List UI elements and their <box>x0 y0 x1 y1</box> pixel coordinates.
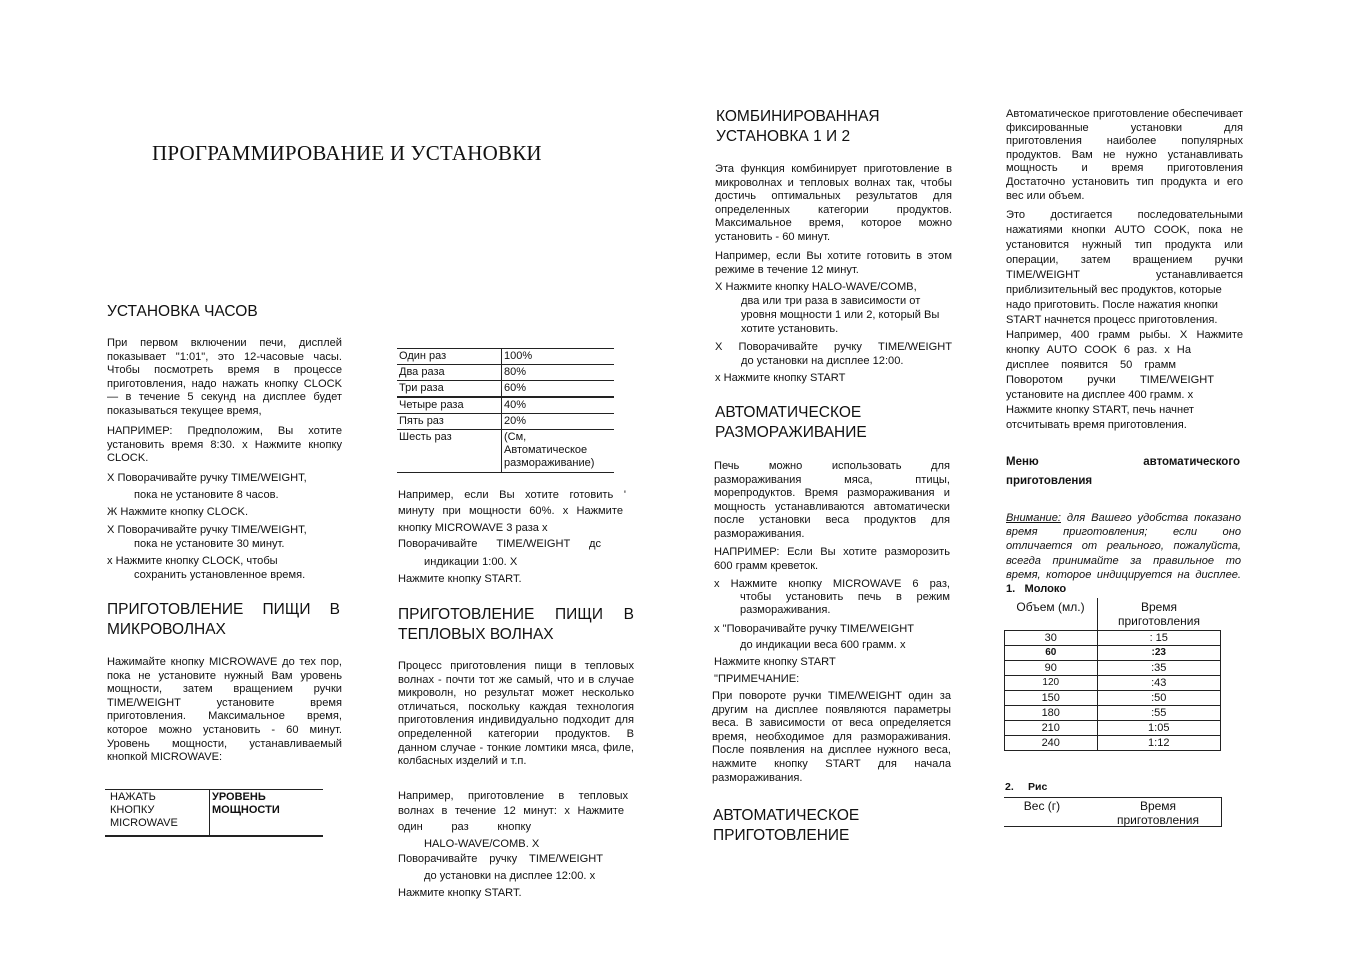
combo-heading-line2: УСТАНОВКА 1 И 2 <box>716 128 851 145</box>
power-level-table <box>397 348 614 473</box>
power-cell-level: 60% <box>502 381 615 398</box>
autocook-p2-line: дисплее появится 50 грамм <box>1006 359 1176 371</box>
autocook-p2-line: установится нужный тип продукта или <box>1006 239 1243 251</box>
autocook-p2-line: кнопку AUTO COOK 6 раз. х На <box>1006 344 1191 356</box>
defrost-step-1-cont-a: чтобы установить печь в режим <box>740 591 950 603</box>
defrost-step-1: х Нажмите кнопку MICROWAVE 6 раз, <box>714 578 950 590</box>
combo-step-3: х Нажмите кнопку START <box>715 372 846 384</box>
milk-header-time: Время приготовления <box>1097 598 1221 631</box>
clock-paragraph: При первом включении печи, дисплей показывает "1:01", это 12-часовые часы. Чтобы посмотреть время в процессе приготовления, надо нажать кнопку CLOCK — в течение 5 секунд на дисплее будет показываться текущее время, <box>107 337 342 417</box>
clock-step-3-cont: пока не установите 30 минут. <box>134 538 285 550</box>
micro-table-header-level: УРОВЕНЬ МОЩНОСТИ <box>212 791 280 816</box>
item2-name: Рис <box>1028 781 1048 793</box>
clock-step-3: X Поворачивайте ручку TIME/WEIGHT, <box>107 524 307 536</box>
power-cell-press: Два раза <box>397 365 502 381</box>
autocook-menu-word1: Меню <box>1006 456 1039 468</box>
autocook-paragraph1: Автоматическое приготовление обеспечивает фиксированные установки для приготовления наиболее популярных продуктов. Вам не нужно устанавливать мощность и время приготовления Достаточно установить тип продукта и его вес или объем. <box>1006 108 1243 202</box>
halo-example-line7: Нажмите кнопку START. <box>398 887 522 899</box>
milk-cell-volume: 210 <box>1005 721 1098 736</box>
defrost-note-label: "ПРИМЕЧАНИЕ: <box>714 673 800 685</box>
autocook-p2-line: нажатиями кнопки AUTO COOK, пока не <box>1006 224 1243 236</box>
autocook-p2-line: надо приготовить. После нажатия кнопки <box>1006 299 1218 311</box>
autocook-heading-line1: АВТОМАТИЧЕСКОЕ <box>713 807 860 824</box>
power-example-line3: кнопку MICROWAVE 3 раза х <box>398 522 548 534</box>
table-row <box>1005 598 1221 631</box>
autocook-p2-line: приблизительный вес продуктов, которые <box>1006 284 1222 296</box>
table-row <box>397 381 614 398</box>
attention-text: для Вашего удобства показано время приготовления; если оно отличается от реального, пожалуйста, всегда принимайте за правильное то время, которое индицируется на дисплее. <box>1006 512 1241 581</box>
rice-header-time: Время приготовления <box>1116 799 1200 827</box>
halo-example-line5: Поворачивайте ручку TIME/WEIGHT <box>398 853 603 865</box>
defrost-heading-line2: РАЗМОРАЖИВАНИЕ <box>715 424 867 441</box>
defrost-heading-line1: АВТОМАТИЧЕСКОЕ <box>715 404 862 421</box>
autocook-p2-line: операции, затем вращением ручки <box>1006 254 1243 266</box>
milk-cell-volume: 60 <box>1005 646 1098 661</box>
item1-name: Молоко <box>1024 583 1067 596</box>
micro-table-header-press: НАЖАТЬ КНОПКУ MICROWAVE <box>110 791 178 829</box>
halo-heading-line1: ПРИГОТОВЛЕНИЕ ПИЩИ В <box>398 606 634 623</box>
defrost-example: НАПРИМЕР: Если Вы хотите разморозить 600 грамм креветок. <box>714 546 950 572</box>
milk-cell-volume: 120 <box>1005 676 1098 691</box>
table-row <box>1005 661 1221 676</box>
clock-step-4: х Нажмите кнопку CLOCK, чтобы <box>107 555 278 567</box>
defrost-step-3: Нажмите кнопку START <box>714 656 836 668</box>
combo-step-1-cont-c: хотите установить. <box>741 323 839 335</box>
autocook-p2-line: Это достигается последовательными <box>1006 209 1243 221</box>
clock-step-1: X Поворачивайте ручку TIME/WEIGHT, <box>107 472 307 484</box>
micro-table-top-rule <box>105 789 323 790</box>
power-cell-level: 80% <box>502 365 615 381</box>
milk-cell-time: :43 <box>1097 676 1221 691</box>
defrost-paragraph: Печь можно использовать для размораживания мяса, птицы, морепродуктов. Время размораживания и мощность устанавливаются автоматически после установки веса продуктов для размораживания. <box>714 460 950 540</box>
micro-heading-line2: МИКРОВОЛНАХ <box>107 621 226 638</box>
autocook-menu-word3: приготовления <box>1006 475 1093 487</box>
combo-paragraph: Эта функция комбинирует приготовление в микроволнах и тепловых волнах так, чтобы достичь оптимальных результатов для определенных категории продуктов. Максимальное время, которое можно установить - 60 минут. <box>715 163 952 243</box>
power-example-line6: Нажмите кнопку START. <box>398 573 522 585</box>
autocook-p2-line: TIME/WEIGHT устанавливается <box>1006 269 1243 281</box>
halo-example-line2: волнах в течение 12 минут: х Нажмите <box>398 805 624 817</box>
autocook-p2-line: Нажмите кнопку START, печь начнет <box>1006 404 1194 416</box>
table-row <box>1005 631 1221 646</box>
combo-step-1-cont-a: два или три раза в зависимости от <box>741 295 921 307</box>
milk-cell-volume: 180 <box>1005 706 1098 721</box>
milk-cell-volume: 90 <box>1005 661 1098 676</box>
power-cell-press: Один раз <box>397 349 502 365</box>
milk-cell-time: : 15 <box>1097 631 1221 646</box>
table-row <box>397 365 614 381</box>
power-cell-press: Пять раз <box>397 414 502 430</box>
clock-example: НАПРИМЕР: Предположим, Вы хотите установить время 8:30. х Нажмите кнопку CLOCK. <box>107 425 342 465</box>
power-example-line2: минуту при мощности 60%. х Нажмите <box>398 505 623 517</box>
micro-paragraph: Нажимайте кнопку MICROWAVE до тех пор, пока не установите нужный Вам уровень мощности, затем вращением ручки TIME/WEIGHT установите время приготовления. Максимальное время, которое можно установить - 60 минут. Уровень мощности, устанавливаемый кнопкой MICROWAVE: <box>107 656 342 764</box>
autocook-menu-word2: автоматического <box>1143 456 1240 468</box>
defrost-step-2: х "Поворачивайте ручку TIME/WEIGHT <box>714 623 914 635</box>
halo-example-line6: до установки на дисплее 12:00. х <box>424 870 596 882</box>
combo-heading-line1: КОМБИНИРОВАННАЯ <box>716 108 880 125</box>
table-row <box>1005 646 1221 661</box>
clock-step-2: Ж Нажмите кнопку CLOCK. <box>107 506 249 518</box>
attention-label: Внимание: <box>1006 512 1061 524</box>
autocook-p2-line: Поворотом ручки TIME/WEIGHT <box>1006 374 1214 386</box>
combo-step-2-cont: до установки на дисплее 12:00. <box>741 355 904 367</box>
power-cell-level: 20% <box>502 414 615 430</box>
autocook-attention <box>1006 511 1241 596</box>
autocook-paragraph2 <box>1006 208 1243 433</box>
defrost-step-2-cont: до индикации веса 600 грамм. х <box>740 639 906 651</box>
table-row <box>1005 721 1221 736</box>
table-row <box>397 430 614 473</box>
power-example-line4: Поворачивайте TIME/WEIGHT дс <box>398 538 601 550</box>
item1-number: 1. <box>1006 583 1016 596</box>
table-row <box>1005 676 1221 691</box>
rice-header-weight: Вес (г) <box>1023 799 1061 813</box>
milk-table <box>1004 598 1221 751</box>
power-cell-press: Три раза <box>397 381 502 398</box>
rice-table <box>1004 797 1222 827</box>
milk-cell-time: :23 <box>1097 646 1221 661</box>
table-row <box>1005 706 1221 721</box>
table-row <box>397 397 614 414</box>
table-row <box>397 414 614 430</box>
page-title: ПРОГРАММИРОВАНИЕ И УСТАНОВКИ <box>152 141 542 165</box>
table-row <box>1005 736 1221 751</box>
milk-cell-time: :35 <box>1097 661 1221 676</box>
power-cell-press: Четыре раза <box>397 397 502 414</box>
milk-cell-time: 1:12 <box>1097 736 1221 751</box>
clock-step-1-cont: пока не установите 8 часов. <box>134 489 279 501</box>
power-cell-level: (См, Автоматическое размораживание) <box>502 430 615 473</box>
table-row <box>397 349 614 365</box>
clock-step-4-cont: сохранить установленное время. <box>134 569 306 581</box>
power-cell-press: Шесть раз <box>397 430 502 473</box>
defrost-step-1-cont-b: размораживания. <box>740 604 831 616</box>
micro-table-bottom-rule <box>105 835 323 837</box>
clock-heading: УСТАНОВКА ЧАСОВ <box>107 303 258 320</box>
micro-table-divider <box>209 790 210 835</box>
autocook-heading-line2: ПРИГОТОВЛЕНИЕ <box>713 827 850 844</box>
autocook-p2-line: Например, 400 грамм рыбы. Х Нажмите <box>1006 329 1243 341</box>
power-cell-level: 100% <box>502 349 615 365</box>
halo-example-line4: HALO-WAVE/COMB. X <box>424 838 540 850</box>
power-example-line1: Например, если Вы хотите готовить ' <box>398 489 626 501</box>
milk-cell-volume: 30 <box>1005 631 1098 646</box>
micro-heading-line1: ПРИГОТОВЛЕНИЕ ПИЩИ В <box>107 601 340 618</box>
table-row <box>1005 691 1221 706</box>
milk-cell-volume: 150 <box>1005 691 1098 706</box>
defrost-note: При повороте ручки TIME/WEIGHT один за другим на дисплее появляются параметры веса. В зависимости от веса определяется время, необходимое для размораживания. После появления на дисплее нужного веса, нажмите кнопку START для начала размораживания. <box>712 690 951 784</box>
milk-cell-time: :55 <box>1097 706 1221 721</box>
milk-header-volume: Объем (мл.) <box>1005 598 1098 631</box>
autocook-p2-line: установите на дисплее 400 грамм. х <box>1006 389 1194 401</box>
autocook-p2-line: START начнется процесс приготовления. <box>1006 314 1218 326</box>
combo-step-2: X Поворачивайте ручку TIME/WEIGHT <box>715 341 952 353</box>
item2-number: 2. <box>1005 781 1014 793</box>
halo-paragraph: Процесс приготовления пищи в тепловых волнах - почти тот же самый, что и в случае микроволн, но результат может несколько отличаться, поскольку каждая технология приготовления индивидуально подходит для определенной категории продуктов. В данном случае - тонкие ломтики мяса, филе, колбасных изделий и т.п. <box>398 660 634 768</box>
halo-example-line1: Например, приготовление в тепловых <box>398 790 628 802</box>
power-cell-level: 40% <box>502 397 615 414</box>
combo-step-1: X Нажмите кнопку HALO-WAVE/COMB, <box>715 281 917 293</box>
milk-cell-time: 1:05 <box>1097 721 1221 736</box>
halo-example-line3: один раз кнопку <box>398 821 531 833</box>
milk-cell-time: :50 <box>1097 691 1221 706</box>
milk-cell-volume: 240 <box>1005 736 1098 751</box>
power-example-line5: индикации 1:00. Х <box>424 556 518 568</box>
combo-step-1-cont-b: уровня мощности 1 или 2, который Вы <box>741 309 940 321</box>
combo-example: Например, если Вы хотите готовить в этом режиме в течение 12 минут. <box>715 250 952 276</box>
halo-heading-line2: ТЕПЛОВЫХ ВОЛНАХ <box>398 626 554 643</box>
autocook-p2-line: отсчитывать время приготовления. <box>1006 419 1187 431</box>
